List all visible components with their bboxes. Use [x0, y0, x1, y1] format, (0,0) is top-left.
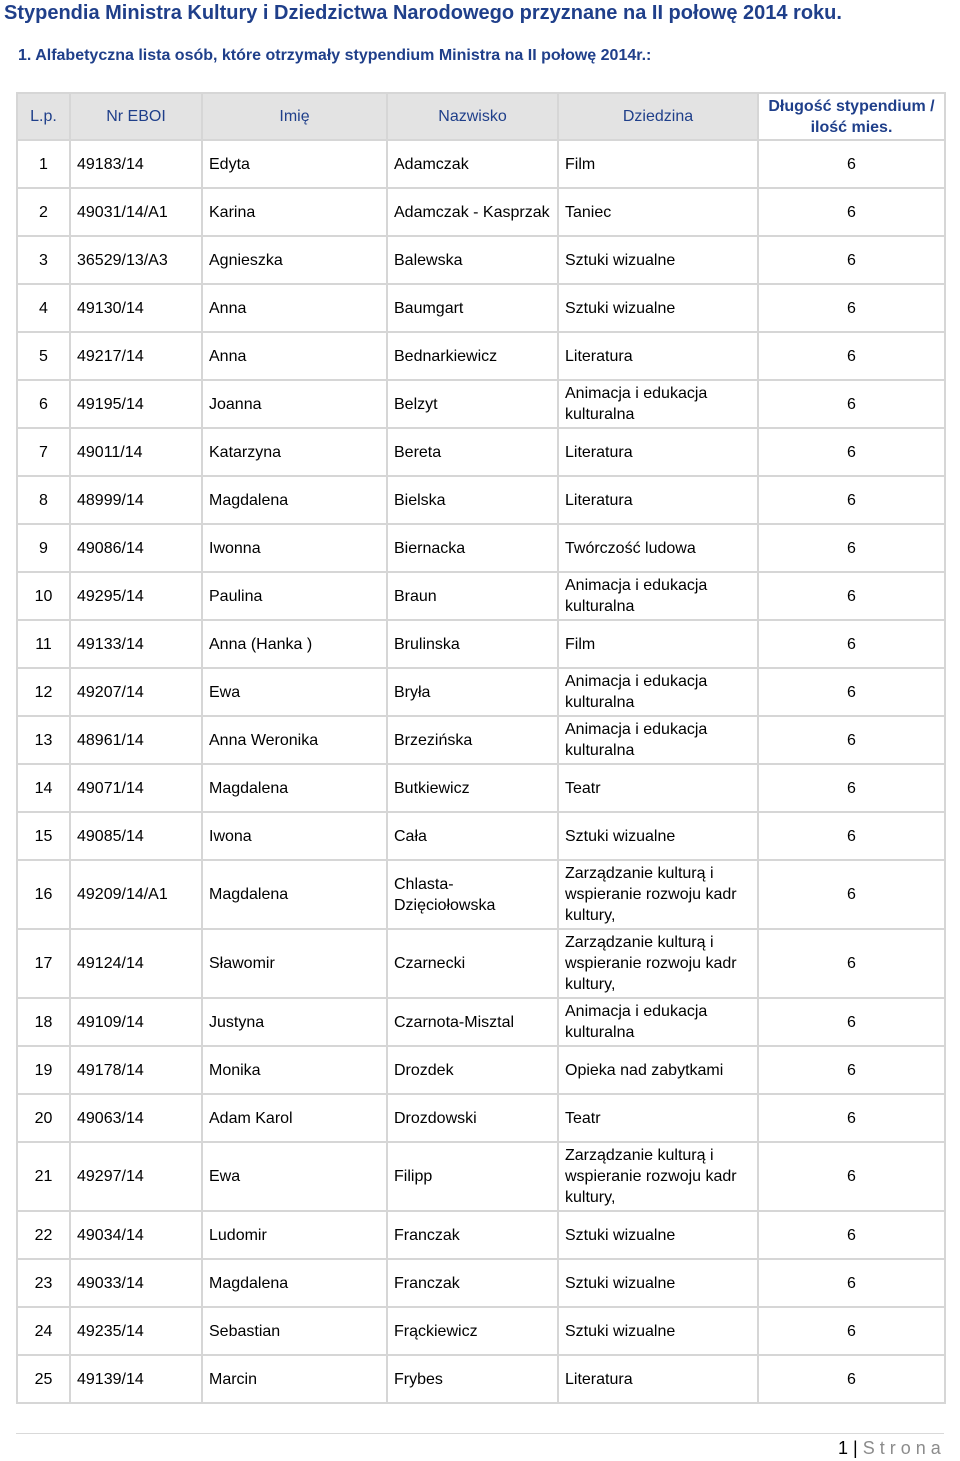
cell-dziedzina: Literatura — [558, 428, 758, 476]
footer-separator: | — [853, 1438, 858, 1458]
cell-lp: 21 — [17, 1142, 70, 1211]
cell-nazwisko: Baumgart — [387, 284, 558, 332]
cell-lp: 15 — [17, 812, 70, 860]
cell-imie: Sebastian — [202, 1307, 387, 1355]
cell-nr-eboi: 49195/14 — [70, 380, 202, 428]
cell-dziedzina: Sztuki wizualne — [558, 1307, 758, 1355]
cell-nazwisko: Biernacka — [387, 524, 558, 572]
table-row — [17, 998, 945, 1046]
cell-dziedzina: Animacja i edukacja kulturalna — [558, 572, 758, 620]
cell-nr-eboi: 49033/14 — [70, 1259, 202, 1307]
cell-dziedzina: Zarządzanie kulturą i wspieranie rozwoju kadr kultury, — [558, 1142, 758, 1211]
table-row — [17, 1046, 945, 1094]
cell-lp: 19 — [17, 1046, 70, 1094]
cell-imie: Karina — [202, 188, 387, 236]
cell-imie: Marcin — [202, 1355, 387, 1403]
table-row — [17, 1355, 945, 1403]
table-row — [17, 716, 945, 764]
table-row — [17, 860, 945, 929]
cell-nr-eboi: 49209/14/A1 — [70, 860, 202, 929]
cell-dziedzina: Animacja i edukacja kulturalna — [558, 380, 758, 428]
cell-dlugosc: 6 — [758, 998, 945, 1046]
cell-imie: Magdalena — [202, 764, 387, 812]
cell-nr-eboi: 48999/14 — [70, 476, 202, 524]
cell-nazwisko: Cała — [387, 812, 558, 860]
cell-nazwisko: Drozdowski — [387, 1094, 558, 1142]
cell-dziedzina: Opieka nad zabytkami — [558, 1046, 758, 1094]
cell-imie: Paulina — [202, 572, 387, 620]
table-row — [17, 428, 945, 476]
cell-imie: Anna — [202, 332, 387, 380]
cell-lp: 25 — [17, 1355, 70, 1403]
cell-dlugosc: 6 — [758, 812, 945, 860]
cell-lp: 23 — [17, 1259, 70, 1307]
cell-nr-eboi: 49130/14 — [70, 284, 202, 332]
cell-imie: Magdalena — [202, 860, 387, 929]
cell-lp: 17 — [17, 929, 70, 998]
table-row — [17, 284, 945, 332]
cell-lp: 14 — [17, 764, 70, 812]
cell-lp: 22 — [17, 1211, 70, 1259]
page-number: 1 — [838, 1438, 849, 1458]
table-row — [17, 1307, 945, 1355]
cell-dziedzina: Literatura — [558, 332, 758, 380]
cell-dlugosc: 6 — [758, 1355, 945, 1403]
cell-dziedzina: Taniec — [558, 188, 758, 236]
cell-imie: Magdalena — [202, 476, 387, 524]
cell-dziedzina: Zarządzanie kulturą i wspieranie rozwoju kadr kultury, — [558, 929, 758, 998]
cell-dziedzina: Zarządzanie kulturą i wspieranie rozwoju kadr kultury, — [558, 860, 758, 929]
cell-dlugosc: 6 — [758, 1259, 945, 1307]
cell-dlugosc: 6 — [758, 188, 945, 236]
cell-dlugosc: 6 — [758, 929, 945, 998]
cell-nr-eboi: 36529/13/A3 — [70, 236, 202, 284]
cell-imie: Katarzyna — [202, 428, 387, 476]
cell-nazwisko: Bereta — [387, 428, 558, 476]
header-dlugosc: Długość stypendium / ilość mies. — [758, 93, 945, 140]
header-dziedzina: Dziedzina — [558, 93, 758, 140]
cell-dlugosc: 6 — [758, 1094, 945, 1142]
table-body — [17, 140, 945, 1403]
cell-lp: 12 — [17, 668, 70, 716]
cell-dlugosc: 6 — [758, 1307, 945, 1355]
cell-dlugosc: 6 — [758, 284, 945, 332]
cell-dziedzina: Sztuki wizualne — [558, 236, 758, 284]
header-nazwisko: Nazwisko — [387, 93, 558, 140]
cell-dziedzina: Twórczość ludowa — [558, 524, 758, 572]
cell-nazwisko: Frybes — [387, 1355, 558, 1403]
cell-nazwisko: Czarnecki — [387, 929, 558, 998]
cell-nazwisko: Adamczak — [387, 140, 558, 188]
cell-nazwisko: Braun — [387, 572, 558, 620]
cell-dlugosc: 6 — [758, 1142, 945, 1211]
cell-lp: 16 — [17, 860, 70, 929]
cell-dlugosc: 6 — [758, 716, 945, 764]
table-row — [17, 668, 945, 716]
cell-nr-eboi: 49207/14 — [70, 668, 202, 716]
table-row — [17, 572, 945, 620]
cell-lp: 7 — [17, 428, 70, 476]
cell-lp: 10 — [17, 572, 70, 620]
cell-nr-eboi: 48961/14 — [70, 716, 202, 764]
cell-dziedzina: Literatura — [558, 1355, 758, 1403]
table-row — [17, 812, 945, 860]
cell-imie: Agnieszka — [202, 236, 387, 284]
table-row — [17, 1094, 945, 1142]
cell-dlugosc: 6 — [758, 140, 945, 188]
cell-nr-eboi: 49133/14 — [70, 620, 202, 668]
cell-nazwisko: Franczak — [387, 1259, 558, 1307]
cell-nr-eboi: 49183/14 — [70, 140, 202, 188]
page-label: Strona — [862, 1438, 946, 1458]
cell-imie: Iwona — [202, 812, 387, 860]
table-row — [17, 764, 945, 812]
cell-dlugosc: 6 — [758, 332, 945, 380]
cell-dziedzina: Animacja i edukacja kulturalna — [558, 668, 758, 716]
cell-imie: Justyna — [202, 998, 387, 1046]
table-row — [17, 140, 945, 188]
cell-nr-eboi: 49235/14 — [70, 1307, 202, 1355]
header-nr-eboi: Nr EBOI — [70, 93, 202, 140]
cell-nazwisko: Bryła — [387, 668, 558, 716]
cell-nazwisko: Belzyt — [387, 380, 558, 428]
cell-imie: Edyta — [202, 140, 387, 188]
cell-imie: Anna Weronika — [202, 716, 387, 764]
cell-imie: Ewa — [202, 1142, 387, 1211]
cell-dlugosc: 6 — [758, 524, 945, 572]
cell-lp: 13 — [17, 716, 70, 764]
cell-dlugosc: 6 — [758, 428, 945, 476]
cell-lp: 5 — [17, 332, 70, 380]
cell-dziedzina: Animacja i edukacja kulturalna — [558, 998, 758, 1046]
table-row — [17, 380, 945, 428]
cell-lp: 4 — [17, 284, 70, 332]
cell-imie: Ewa — [202, 668, 387, 716]
cell-dziedzina: Animacja i edukacja kulturalna — [558, 716, 758, 764]
header-imie: Imię — [202, 93, 387, 140]
cell-lp: 6 — [17, 380, 70, 428]
cell-dziedzina: Sztuki wizualne — [558, 1211, 758, 1259]
list-heading: 1. Alfabetyczna lista osób, które otrzymały stypendium Ministra na II połowę 2014r.: — [18, 47, 652, 64]
table-row — [17, 524, 945, 572]
table-row — [17, 476, 945, 524]
footer-divider — [16, 1433, 944, 1434]
cell-nr-eboi: 49139/14 — [70, 1355, 202, 1403]
table-row — [17, 1211, 945, 1259]
header-lp: L.p. — [17, 93, 70, 140]
cell-nr-eboi: 49109/14 — [70, 998, 202, 1046]
cell-nr-eboi: 49217/14 — [70, 332, 202, 380]
cell-lp: 20 — [17, 1094, 70, 1142]
scholarship-table — [16, 92, 946, 1404]
page-title: Stypendia Ministra Kultury i Dziedzictwa Narodowego przyznane na II połowę 2014 roku. — [4, 2, 842, 24]
cell-nazwisko: Czarnota-Misztal — [387, 998, 558, 1046]
cell-imie: Adam Karol — [202, 1094, 387, 1142]
cell-nazwisko: Adamczak - Kasprzak — [387, 188, 558, 236]
table-row — [17, 1259, 945, 1307]
table-row — [17, 620, 945, 668]
cell-nazwisko: Balewska — [387, 236, 558, 284]
cell-dziedzina: Teatr — [558, 1094, 758, 1142]
cell-imie: Joanna — [202, 380, 387, 428]
cell-nr-eboi: 49085/14 — [70, 812, 202, 860]
cell-nazwisko: Bednarkiewicz — [387, 332, 558, 380]
cell-nazwisko: Frąckiewicz — [387, 1307, 558, 1355]
cell-nr-eboi: 49063/14 — [70, 1094, 202, 1142]
cell-nazwisko: Chlasta-Dzięciołowska — [387, 860, 558, 929]
cell-imie: Monika — [202, 1046, 387, 1094]
cell-lp: 2 — [17, 188, 70, 236]
cell-dziedzina: Sztuki wizualne — [558, 1259, 758, 1307]
cell-imie: Anna — [202, 284, 387, 332]
cell-lp: 3 — [17, 236, 70, 284]
cell-nazwisko: Drozdek — [387, 1046, 558, 1094]
table-row — [17, 1142, 945, 1211]
table-row — [17, 236, 945, 284]
cell-imie: Magdalena — [202, 1259, 387, 1307]
cell-dlugosc: 6 — [758, 668, 945, 716]
cell-dlugosc: 6 — [758, 764, 945, 812]
cell-dlugosc: 6 — [758, 236, 945, 284]
cell-nr-eboi: 49086/14 — [70, 524, 202, 572]
cell-lp: 18 — [17, 998, 70, 1046]
cell-nr-eboi: 49124/14 — [70, 929, 202, 998]
cell-imie: Anna (Hanka ) — [202, 620, 387, 668]
cell-lp: 11 — [17, 620, 70, 668]
cell-nr-eboi: 49031/14/A1 — [70, 188, 202, 236]
cell-dziedzina: Teatr — [558, 764, 758, 812]
table-row — [17, 332, 945, 380]
cell-nazwisko: Brzezińska — [387, 716, 558, 764]
cell-nr-eboi: 49011/14 — [70, 428, 202, 476]
cell-dziedzina: Sztuki wizualne — [558, 812, 758, 860]
cell-dziedzina: Literatura — [558, 476, 758, 524]
table-row — [17, 929, 945, 998]
cell-dlugosc: 6 — [758, 620, 945, 668]
cell-dziedzina: Film — [558, 140, 758, 188]
cell-nr-eboi: 49178/14 — [70, 1046, 202, 1094]
cell-imie: Sławomir — [202, 929, 387, 998]
cell-lp: 1 — [17, 140, 70, 188]
cell-imie: Ludomir — [202, 1211, 387, 1259]
cell-nr-eboi: 49295/14 — [70, 572, 202, 620]
cell-lp: 24 — [17, 1307, 70, 1355]
cell-dziedzina: Sztuki wizualne — [558, 284, 758, 332]
cell-dlugosc: 6 — [758, 1046, 945, 1094]
cell-lp: 9 — [17, 524, 70, 572]
page-footer — [838, 1438, 946, 1459]
cell-nazwisko: Butkiewicz — [387, 764, 558, 812]
cell-lp: 8 — [17, 476, 70, 524]
cell-nr-eboi: 49297/14 — [70, 1142, 202, 1211]
cell-nazwisko: Brulinska — [387, 620, 558, 668]
cell-nr-eboi: 49034/14 — [70, 1211, 202, 1259]
cell-dziedzina: Film — [558, 620, 758, 668]
cell-dlugosc: 6 — [758, 1211, 945, 1259]
cell-nazwisko: Filipp — [387, 1142, 558, 1211]
cell-dlugosc: 6 — [758, 572, 945, 620]
cell-nazwisko: Franczak — [387, 1211, 558, 1259]
cell-dlugosc: 6 — [758, 476, 945, 524]
cell-dlugosc: 6 — [758, 860, 945, 929]
table-row — [17, 188, 945, 236]
cell-nr-eboi: 49071/14 — [70, 764, 202, 812]
cell-dlugosc: 6 — [758, 380, 945, 428]
table-header-row — [17, 93, 945, 140]
cell-nazwisko: Bielska — [387, 476, 558, 524]
cell-imie: Iwonna — [202, 524, 387, 572]
